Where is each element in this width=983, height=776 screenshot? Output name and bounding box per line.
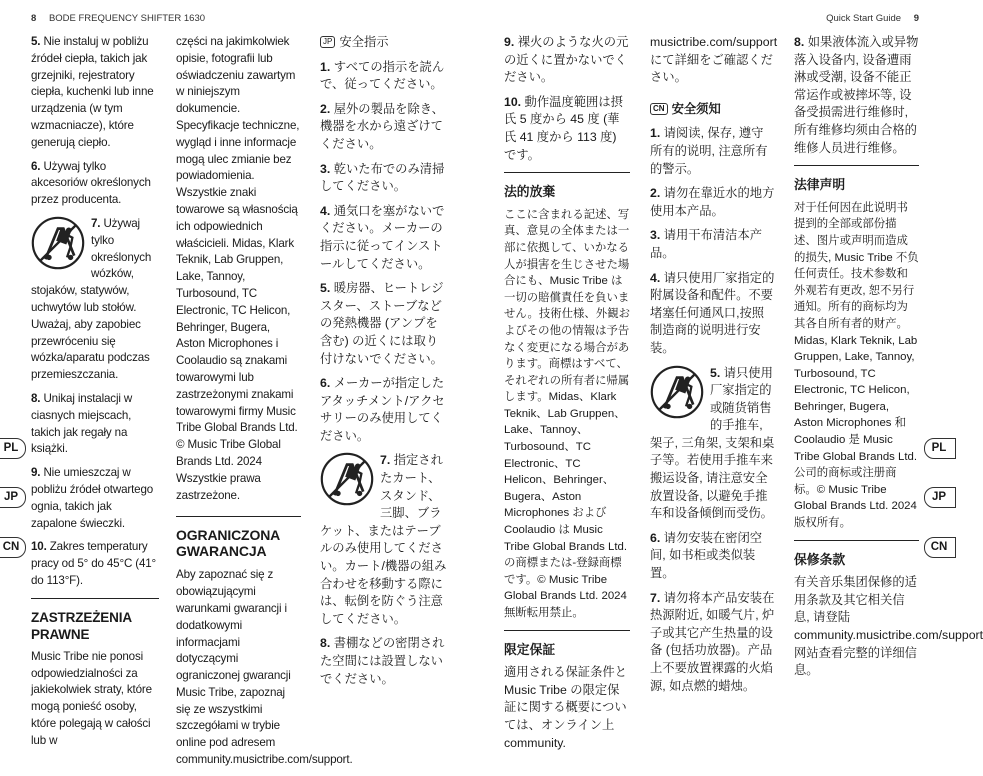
tab-cn-left[interactable]: CN: [0, 537, 26, 558]
tab-cn-right[interactable]: CN: [924, 537, 956, 558]
jp-item-9: 9. 裸火のような火の元の近くに置かないでください。: [504, 35, 629, 85]
pl-legal-text-cont: części na jakimkolwiek opisie, fotografii lub oświadczeniu zawartym w niniejszym dokumencie. Specyfikacje techniczne, wygląd i inne informacje mogą ulec zmianie bez powiadomienia. Wszystkie znaki towarowe są własnością ich odpowiednich właścicieli. Midas, Klark Teknik, Lab Gruppen, Lake, Tannoy, Turbosound, TC Electronic, TC Helicon, Behringer, Bugera, Aston Microphones i Coolaudio są znakami towarowymi lub zastrzeżonymi znakami towarowymi firmy Music Tribe Global Brands Ltd. © Music Tribe Global Brands Ltd. 2024 Wszystkie prawa zastrzeżone.: [176, 35, 300, 502]
tab-pl-left[interactable]: PL: [0, 438, 26, 459]
cn-lang-badge: CN: [650, 103, 668, 115]
cn-legal-heading: 法律声明: [794, 177, 846, 193]
jp-legal-heading: 法的放棄: [504, 184, 556, 200]
cn-item-4: 4. 请只使用厂家指定的附属设备和配件。不要堵塞任何通风口,按照制造商的说明进行安装。: [650, 270, 775, 355]
jp-legal-text: ここに含まれる記述、写真、意見の全体または一部に依拠して、いかなる人が損害を生じさせた場合にも、Music Tribe は一切の賠償責任を負いません。技術仕様、外観およびその他の情報は予告なく変更になる場合があります。商標はすべて、それぞれの所有者に帰属します。Midas、Klark Teknik、Lab Gruppen、Lake、Tannoy、Turbosound、TC Electronic、TC Helicon、Behringer、Bugera、Aston Microphones および Coolaudio は Music Tribe Global Brands Ltd. の商標または-登録商標です。© Music Tribe Global Brands Ltd. 2024 無断転用禁止。: [504, 208, 630, 619]
left-page-header: [31, 13, 205, 24]
pl-legal-text: Music Tribe nie ponosi odpowiedzialności za jakiekolwiek straty, które mogą ponieść osoby, które polegają w całości lub w: [31, 649, 152, 747]
pl-item-8: 8. Unikaj instalacji w ciasnych miejscach, takich jak regały na książki.: [31, 391, 133, 456]
jp-item-1: 1. すべての指示を読んで、従ってください。: [320, 59, 445, 92]
jp-item-8: 8. 書棚などの密閉された空間には設置しないでください。: [320, 636, 445, 686]
pl-warranty-heading: OGRANICZONA GWARANCJA: [176, 527, 280, 560]
cn-item-5: 5. 请只使用厂家指定的或随货销售的手推车, 架子, 三角架, 支架和桌子等。若使用手推车来搬运设备, 请注意安全放置设备, 以避免手推车和设备倾倒而受伤。: [650, 365, 775, 521]
column-chinese-safety: [650, 34, 778, 702]
cart-tipover-warning-icon: [320, 452, 374, 506]
section-divider: [504, 172, 630, 173]
tab-jp-left[interactable]: JP: [0, 487, 26, 508]
right-page-number: 9: [913, 13, 919, 24]
cn-warranty-heading: 保修条款: [794, 551, 846, 567]
jp-item-5: 5. 暖房器、ヒートレジスター、ストーブなどの発熱機器 (アンプを含む) の近くには取り付けないでください。: [320, 281, 444, 366]
cn-warranty-text: 有关音乐集团保修的适用条款及其它相关信息, 请登陆 community.musictribe.com/support 网站查看完整的详细信息。: [794, 575, 983, 678]
pl-item-9: 9. Nie umieszczaj w pobliżu źródeł otwartego ognia, takich jak zapalone świeczki.: [31, 466, 154, 530]
pl-warranty-text: Aby zapoznać się z obowiązującymi warunkami gwarancji i dodatkowymi informacjami dotyczącymi ograniczonej gwarancji Music Tribe, zapoznaj się ze wszystkimi szczegółami w trybie online pod adresem community.musictribe.com/support.: [176, 568, 353, 767]
column-japanese-safety: [320, 34, 449, 695]
cn-item-7: 7. 请勿将本产品安装在热源附近, 如暖气片, 炉子或其它产生热量的设备 (包括功放器)。产品上不要放置裸露的火焰源, 如点燃的蜡烛。: [650, 590, 775, 693]
jp-item-7: 7. 指定されたカート、スタンド、三脚、ブラケット、またはテーブルのみ使用してください。カート/機器の組み合わせを移動する際には、転倒を防ぐう注意してください。: [320, 453, 447, 626]
cn-legal-text: 对于任何因在此说明书提到的全部或部份描述、图片或声明而造成的损失, Music Tribe 不负任何责任。技术参数和外观若有更改, 恕不另行通知。所有的商标均为其各自所有者的财产。Midas, Klark Teknik, Lab Gruppen, Lake, Tannoy, Turbosound, TC Electronic, TC Helicon, Behringer, Bugera, Aston Microphones 和 Coolaudio 是 Music Tribe Global Brands Ltd. 公司的商标或注册商标。© Music Tribe Global Brands Ltd. 2024 版权所有。: [794, 201, 919, 530]
jp-warranty-text-cont: musictribe.com/support にて詳細をご確認ください。: [650, 35, 778, 85]
tab-pl-right[interactable]: PL: [924, 438, 956, 459]
cn-item-1: 1. 请阅读, 保存, 遵守所有的说明, 注意所有的警示。: [650, 126, 768, 176]
cn-item-6: 6. 请勿安装在密闭空间, 如书柜或类似装置。: [650, 530, 763, 581]
cn-heading: CN 安全须知: [650, 101, 775, 119]
pl-item-5: 5. Nie instaluj w pobliżu źródeł ciepła, takich jak grzejniki, rejestratory ciepła, kuchenki lub inne urządzenia (w tym wzmacniacze), które generują ciepło.: [31, 35, 154, 149]
cn-item-8: 8. 如果液体流入或异物落入设备内, 设备遭雨淋或受潮, 设备不能正常运作或被摔坏等, 设备受损需进行维修时, 所有维修均须由合格的维修人员进行维修。: [794, 35, 919, 155]
jp-item-6: 6. メーカーが指定したアタッチメント/アクセサリーのみ使用してください。: [320, 376, 445, 443]
pl-legal-heading: ZASTRZEŻENIA PRAWNE: [31, 609, 132, 642]
section-divider: [31, 598, 159, 599]
jp-warranty-text: 適用される保証条件と Music Tribe の限定保証に関する概要については、オンライン上 community.: [504, 665, 627, 750]
jp-item-3: 3. 乾いた布でのみ清掃してください。: [320, 161, 445, 194]
cart-tipover-warning-icon: [650, 365, 704, 419]
section-divider: [504, 630, 630, 631]
jp-item-2: 2. 屋外の製品を除き、機器を水から遠ざけてください。: [320, 101, 444, 151]
pl-item-6: 6. Używaj tylko akcesoriów określonych przez producenta.: [31, 159, 151, 207]
cn-item-2: 2. 请勿在靠近水的地方使用本产品。: [650, 186, 775, 218]
column-japanese-legal: [504, 34, 630, 759]
section-divider: [794, 540, 919, 541]
left-page-number: 8: [31, 13, 37, 24]
jp-heading: JP 安全指示: [320, 34, 449, 52]
pl-item-7: 7. Używaj tylko określonych wózków, stojaków, statywów, uchwytów lub stołów. Uważaj, aby zapobiec przewróceniu się wózka/aparatu podczas przemieszczania.: [31, 216, 152, 382]
tab-jp-right[interactable]: JP: [924, 487, 956, 508]
cart-tipover-warning-icon: [31, 216, 85, 270]
jp-lang-badge: JP: [320, 36, 335, 48]
pl-item-10: 10. Zakres temperatury pracy od 5° do 45°C (41° do 113°F).: [31, 540, 157, 587]
section-divider: [794, 165, 919, 166]
left-page-title: BODE FREQUENCY SHIFTER 1630: [48, 13, 206, 24]
column-polish-safety: [31, 34, 159, 756]
right-page-header: [826, 13, 919, 24]
jp-item-4: 4. 通気口を塞がないでください。メーカーの指示に従ってインストールしてください。: [320, 203, 445, 271]
section-divider: [176, 516, 301, 517]
cn-item-3: 3. 请用干布清洁本产品。: [650, 228, 763, 260]
right-page-title: Quick Start Guide: [826, 13, 902, 24]
jp-item-10: 10. 動作温度範囲は摂氏 5 度から 45 度 (華氏 41 度から 113 度) です。: [504, 94, 623, 162]
jp-warranty-heading: 限定保証: [504, 641, 556, 657]
